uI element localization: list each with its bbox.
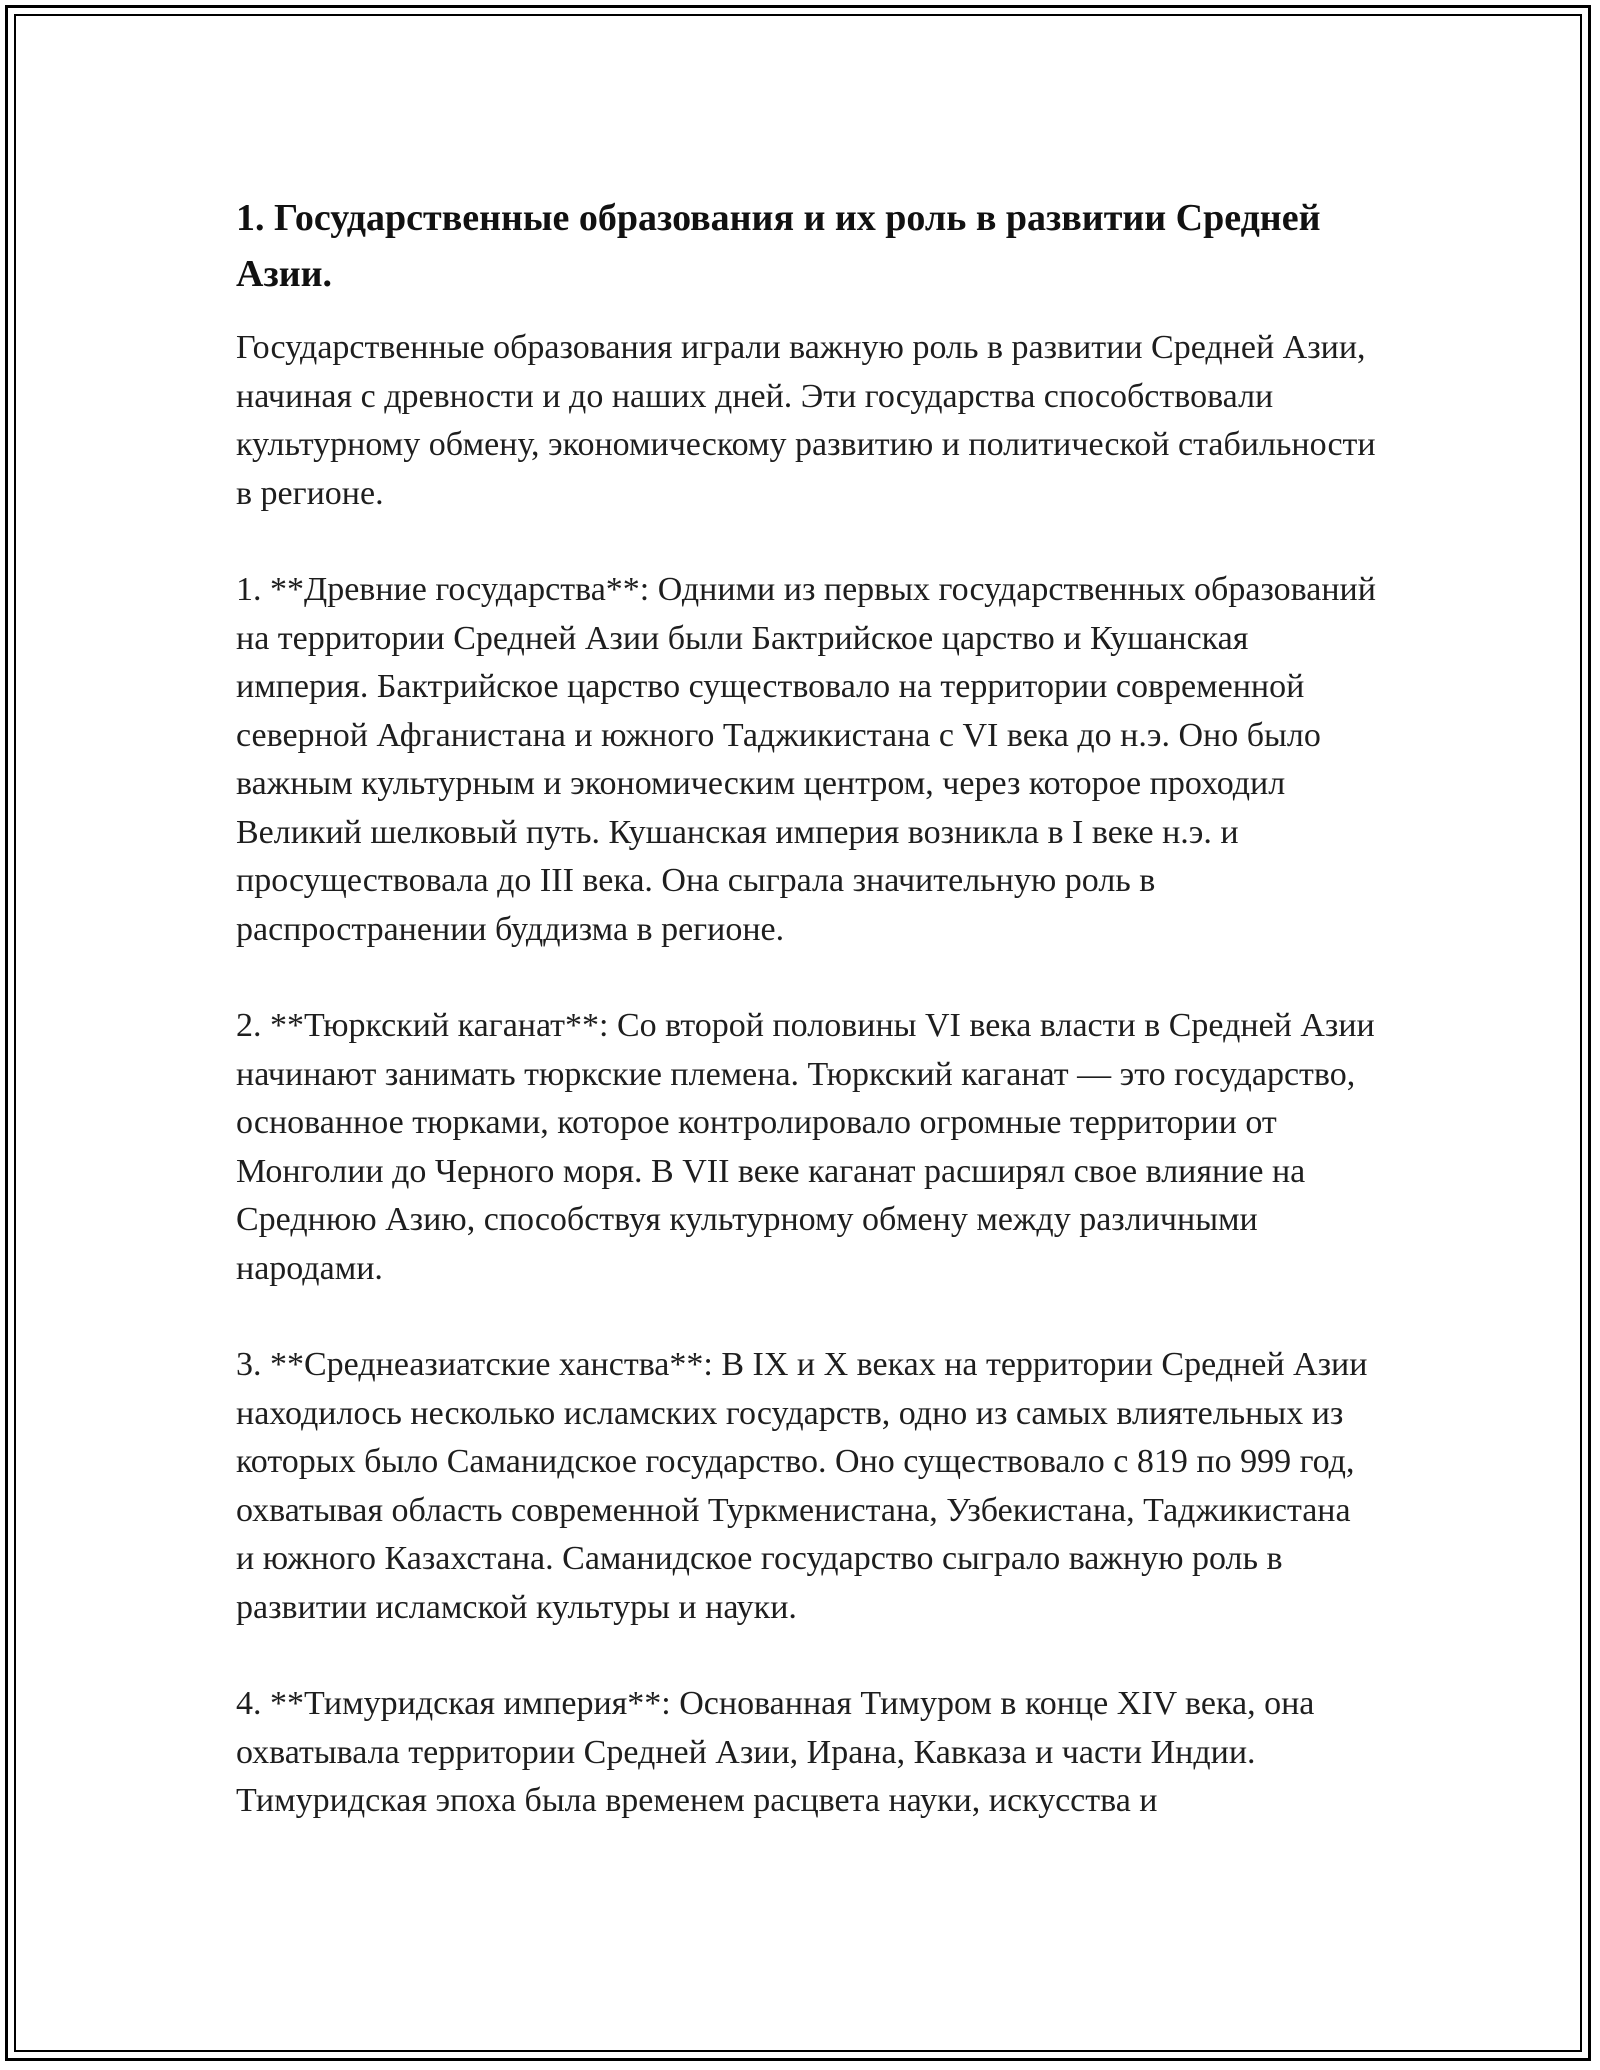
- document-title: 1. Государственные образования и их роль в развитии Средней Азии.: [236, 197, 1321, 295]
- intro-paragraph: Государственные образования играли важную роль в развитии Средней Азии, начиная с древности и до наших дней. Эти государства способствовали культурному обмену, экономическому развитию и политической стабильности в регионе.: [236, 329, 1376, 512]
- paragraph-turkic-khaganate: 2. **Тюркский каганат**: Со второй половины VI века власти в Средней Азии начинают занимать тюркские племена. Тюркский каганат — это государство, основанное тюрками, которое контролировало огромные территории от Монголии до Черного моря. В VII веке каганат расширял свое влияние на Среднюю Азию, способствуя культурному обмену между различными народами.: [236, 1007, 1375, 1287]
- paragraph-ancient-states: 1. **Древние государства**: Одними из первых государственных образований на территории Средней Азии были Бактрийское царство и Кушанская империя. Бактрийское царство существовало на территории современной северной Афганистана и южного Таджикистана с VI века до н.э. Оно было важным культурным и экономическим центром, через которое проходил Великий шелковый путь. Кушанская империя возникла в I веке н.э. и просуществовала до III века. Она сыграла значительную роль в распространении буддизма в регионе.: [236, 571, 1376, 948]
- document-body: [236, 190, 1376, 1874]
- paragraph-central-asian-khanates: 3. **Среднеазиатские ханства**: В IX и X веках на территории Средней Азии находилось несколько исламских государств, одно из самых влиятельных из которых было Саманидское государство. Оно существовало с 819 по 999 год, охватывая область современной Туркменистана, Узбекистана, Таджикистана и южного Казахстана. Саманидское государство сыграло важную роль в развитии исламской культуры и науки.: [236, 1346, 1368, 1626]
- paragraph-timurid-empire: 4. **Тимуридская империя**: Основанная Тимуром в конце XIV века, она охватывала территории Средней Азии, Ирана, Кавказа и части Индии. Тимуридская эпоха была временем расцвета науки, искусства и: [236, 1685, 1315, 1819]
